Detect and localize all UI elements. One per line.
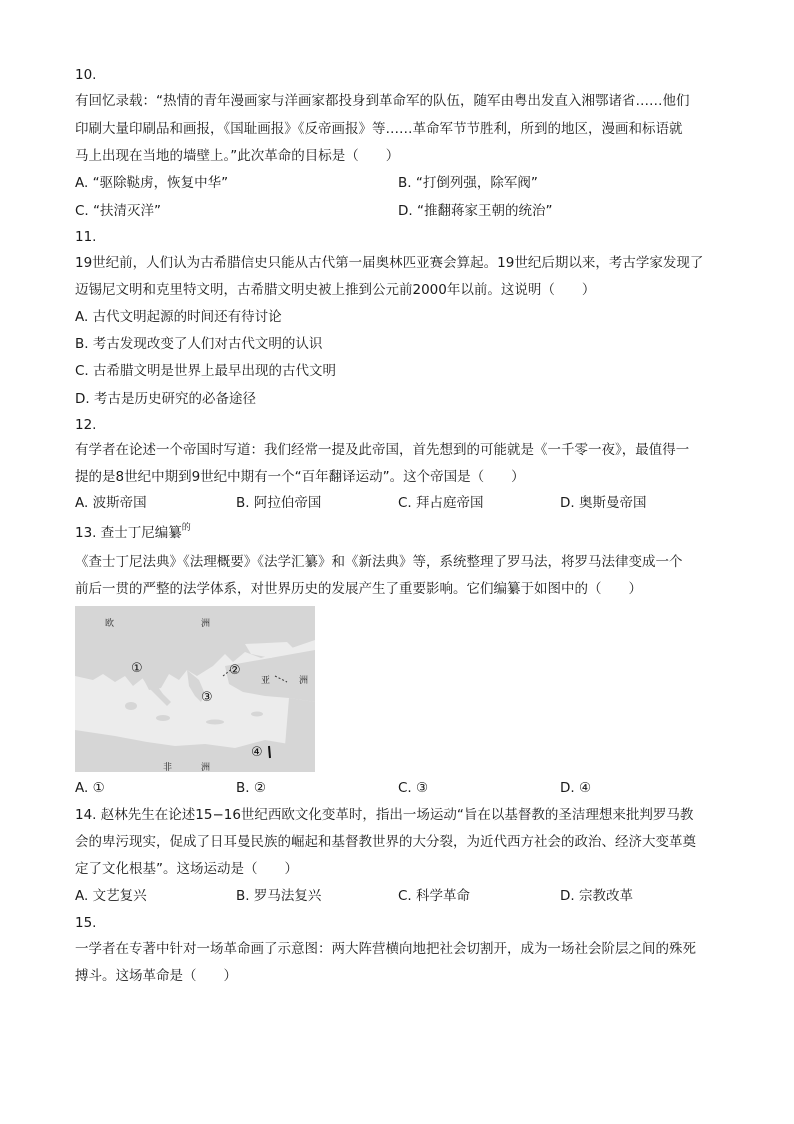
q12-option-c: C. 拜占庭帝国 bbox=[398, 495, 484, 511]
q10-stem-line: 马上出现在当地的墙壁上。”此次革命的目标是（ ） bbox=[75, 148, 400, 164]
q10-number: 10. bbox=[75, 67, 97, 83]
map-marker-4: ④ bbox=[251, 745, 263, 760]
q12-stem-line: 提的是8世纪中期到9世纪中期有一个“百年翻译运动”。这个帝国是（ ） bbox=[75, 469, 525, 485]
q14-option-a: A. 文艺复兴 bbox=[75, 888, 147, 904]
q13-stem-line: 前后一贯的严整的法学体系，对世界历史的发展产生了重要影响。它们编纂于如图中的（ ） bbox=[75, 581, 642, 597]
q14-option-d: D. 宗教改革 bbox=[560, 888, 633, 904]
q15-stem-line: 搏斗。这场革命是（ ） bbox=[75, 968, 237, 984]
q11-stem-line: 19世纪前，人们认为古希腊信史只能从古代第一届奥林匹亚赛会算起。19世纪后期以来，考古学家发现了 bbox=[75, 255, 704, 271]
q10-option-a: A. “驱除鞑虏，恢复中华” bbox=[75, 175, 229, 191]
map-marker-1: ① bbox=[131, 661, 143, 676]
q10-stem-line: 印刷大量印刷品和画报，《国耻画报》《反帝画报》等……革命军节节胜利，所到的地区，漫画和标语就 bbox=[75, 121, 683, 137]
q13-option-d: D. ④ bbox=[560, 780, 592, 796]
q13-heading-superscript: 的 bbox=[181, 523, 191, 533]
mediterranean-map bbox=[75, 606, 315, 772]
map-label-africa: 非 bbox=[163, 763, 173, 772]
q15-stem-line: 一学者在专著中针对一场革命画了示意图：两大阵营横向地把社会切割开，成为一场社会阶层之间的殊死 bbox=[75, 941, 696, 957]
q11-stem-line: 迈锡尼文明和克里特文明，古希腊文明史被上推到公元前2000年以前。这说明（ ） bbox=[75, 282, 596, 298]
q12-option-d: D. 奥斯曼帝国 bbox=[560, 495, 647, 511]
map-marker-2: ② bbox=[229, 663, 241, 678]
q12-option-a: A. 波斯帝国 bbox=[75, 495, 147, 511]
q11-option-d: D. 考古是历史研究的必备途径 bbox=[75, 391, 256, 407]
map-label-europe: 欧 bbox=[105, 619, 115, 629]
q14-option-b: B. 罗马法复兴 bbox=[236, 888, 322, 904]
q15-number: 15. bbox=[75, 915, 97, 931]
q11-number: 11. bbox=[75, 229, 97, 245]
q13-option-b: B. ② bbox=[236, 780, 266, 796]
map-label-asia: 亚 bbox=[261, 676, 271, 686]
q11-option-c: C. 古希腊文明是世界上最早出现的古代文明 bbox=[75, 363, 337, 379]
q12-option-b: B. 阿拉伯帝国 bbox=[236, 495, 322, 511]
q13-stem-line: 《查士丁尼法典》《法理概要》《法学汇纂》和《新法典》等，系统整理了罗马法，将罗马法律变成一个 bbox=[75, 554, 683, 570]
q11-option-b: B. 考古发现改变了人们对古代文明的认识 bbox=[75, 336, 323, 352]
q14-stem-line: 14. 赵林先生在论述15−16世纪西欧文化变革时，指出一场运动“旨在以基督教的圣洁理想来批判罗马教 bbox=[75, 807, 694, 823]
q12-stem-line: 有学者在论述一个帝国时写道：我们经常一提及此帝国，首先想到的可能就是《一千零一夜》，最值得一 bbox=[75, 442, 690, 458]
q10-option-c: C. “扶清灭洋” bbox=[75, 203, 161, 219]
q10-option-b: B. “打倒列强，除军阀” bbox=[398, 175, 538, 191]
map-label-asia: 洲 bbox=[299, 676, 309, 686]
q13-heading: 13. 查士丁尼编纂$^的$ bbox=[75, 523, 191, 541]
map-label-africa: 洲 bbox=[201, 763, 211, 772]
q14-option-c: C. 科学革命 bbox=[398, 888, 471, 904]
q10-option-d: D. “推翻蒋家王朝的统治” bbox=[398, 203, 553, 219]
q14-stem-line: 会的卑污现实，促成了日耳曼民族的崛起和基督教世界的大分裂，为近代西方社会的政治、经济大变革奠 bbox=[75, 834, 696, 850]
q13-option-a: A. ① bbox=[75, 780, 105, 796]
map-marker-3: ③ bbox=[201, 690, 213, 705]
q13-option-c: C. ③ bbox=[398, 780, 429, 796]
q14-stem-line: 定了文化根基”。这场运动是（ ） bbox=[75, 861, 298, 877]
q10-stem-line: 有回忆录载：“热情的青年漫画家与洋画家都投身到革命军的队伍，随军由粤出发直入湘鄂诸省……他们 bbox=[75, 93, 690, 109]
q12-number: 12. bbox=[75, 417, 97, 433]
q11-option-a: A. 古代文明起源的时间还有待讨论 bbox=[75, 309, 282, 325]
map-label-europe: 洲 bbox=[201, 619, 211, 629]
